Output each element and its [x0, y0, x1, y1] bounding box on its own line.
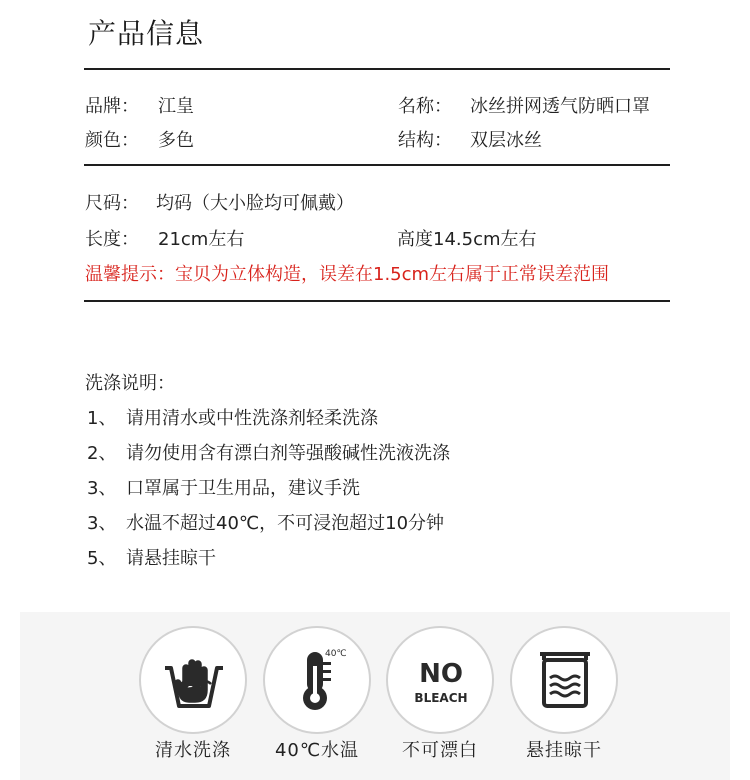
wash-item-number: 5、 [87, 548, 117, 569]
length-value: 21cm左右 [158, 229, 245, 250]
spec-name-label: 名称： [398, 96, 452, 117]
spec-brand-label: 品牌： [85, 96, 139, 117]
care-label-no-bleach: 不可漂白 [402, 740, 478, 761]
care-circle-hang-dry [510, 626, 618, 734]
spec-structure-value: 双层冰丝 [470, 130, 542, 151]
care-label-hand-wash: 清水洗涤 [155, 740, 231, 761]
divider-top [84, 68, 670, 70]
thermometer-icon [283, 646, 353, 716]
wash-item-text: 口罩属于卫生用品，建议手洗 [126, 478, 360, 499]
spec-structure-label: 结构： [398, 130, 452, 151]
care-circle-no-bleach [386, 626, 494, 734]
temperature-badge: 40℃ [325, 649, 347, 659]
wash-item-number: 1、 [87, 408, 117, 429]
hang-dry-icon [530, 646, 600, 716]
care-circle-temperature [263, 626, 371, 734]
spec-brand-value: 江皇 [158, 96, 194, 117]
wash-item-number: 3、 [87, 478, 117, 499]
care-label-hang-dry: 悬挂晾干 [526, 740, 602, 761]
size-value: 均码（大小脸均可佩戴） [156, 193, 354, 214]
care-circle-hand-wash [139, 626, 247, 734]
no-bleach-icon [406, 646, 476, 716]
hand-wash-icon [159, 646, 229, 716]
spec-name-value: 冰丝拼网透气防晒口罩 [470, 96, 650, 117]
height-text: 高度14.5cm左右 [397, 229, 537, 250]
size-label: 尺码： [85, 193, 139, 214]
length-label: 长度： [85, 229, 139, 250]
wash-item-text: 请悬挂晾干 [126, 548, 216, 569]
care-label-temperature: 40℃水温 [274, 740, 360, 761]
wash-item-text: 请用清水或中性洗涤剂轻柔洗涤 [126, 408, 378, 429]
wash-item-text: 水温不超过40℃，不可浸泡超过10分钟 [126, 513, 445, 534]
spec-color-value: 多色 [158, 130, 194, 151]
wash-item-text: 请勿使用含有漂白剂等强酸碱性洗液洗涤 [126, 443, 450, 464]
no-bleach-line2: BLEACH [414, 691, 468, 705]
spec-color-label: 颜色： [85, 130, 139, 151]
no-bleach-line1: NO [419, 659, 463, 689]
divider-bottom [84, 300, 670, 302]
wash-heading: 洗涤说明： [85, 373, 175, 394]
page-title: 产品信息 [88, 17, 205, 50]
wash-item-number: 3、 [87, 513, 117, 534]
divider-middle [84, 164, 670, 166]
size-notice: 温馨提示：宝贝为立体构造，误差在1.5cm左右属于正常误差范围 [85, 264, 610, 285]
wash-item-number: 2、 [87, 443, 117, 464]
